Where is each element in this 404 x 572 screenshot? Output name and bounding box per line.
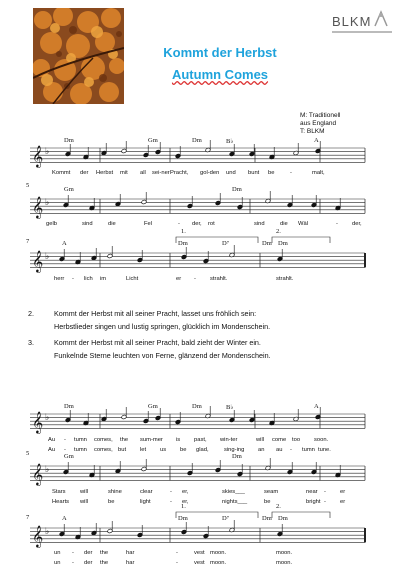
- chord: B♭: [226, 404, 234, 411]
- chord: A: [314, 137, 319, 144]
- lyric-syllable: der: [84, 550, 93, 556]
- chord: A: [314, 403, 319, 410]
- lyric-syllable: -: [194, 276, 196, 282]
- lyric-syllable: Stars: [52, 489, 66, 495]
- lyric-syllable: moon.: [210, 550, 227, 556]
- lyric-syllable: moon.: [210, 560, 227, 566]
- lyric-syllable: -: [178, 221, 180, 227]
- lyric-syllable: clear: [140, 489, 153, 495]
- lyric-syllable: -: [72, 276, 74, 282]
- lyric-syllable: der: [84, 560, 93, 566]
- lyric-syllable: Au: [48, 447, 56, 453]
- lyric-syllable: er,: [182, 499, 189, 505]
- credit-origin: aus England: [300, 120, 337, 127]
- lyric-syllable: har: [126, 550, 135, 556]
- lyric-syllable: soon.: [314, 437, 329, 443]
- lyric-syllable: bunt: [248, 170, 260, 176]
- lyric-syllable: bright: [306, 499, 321, 505]
- chord: D⁷: [222, 240, 229, 247]
- volta-label: 1.: [181, 503, 186, 510]
- lyric-syllable: strahlt.: [276, 276, 294, 282]
- lyric-syllable: die: [108, 221, 116, 227]
- flat-key-signature: ♭: [45, 464, 50, 474]
- chord: Dm: [64, 403, 74, 410]
- volta-bracket: [176, 512, 258, 518]
- chord: Dm: [192, 137, 202, 144]
- treble-clef-icon: 𝄞: [32, 464, 44, 486]
- lyric-syllable: -: [72, 560, 74, 566]
- staff: [30, 191, 365, 220]
- treble-clef-icon: 𝄞: [32, 412, 44, 434]
- lyric-syllable: Fel: [144, 221, 153, 227]
- lyric-syllable: un: [54, 560, 61, 566]
- treble-clef-icon: 𝄞: [32, 197, 44, 219]
- lyric-syllable: will: [80, 499, 89, 505]
- lyric-syllable: rot: [208, 221, 215, 227]
- lyric-syllable: -: [324, 489, 326, 495]
- treble-clef-icon: 𝄞: [32, 146, 44, 168]
- verse-number: 3.: [28, 338, 34, 347]
- lyric-syllable: tune.: [318, 447, 331, 453]
- lyric-syllable: strahlt.: [210, 276, 228, 282]
- volta-label: 1.: [181, 228, 186, 235]
- chord: Dm: [232, 186, 242, 193]
- lyric-syllable: der,: [192, 221, 202, 227]
- verse-line: Kommt der Herbst mit all seiner Pracht, lasset uns fröhlich sein:: [54, 309, 257, 318]
- lyric-syllable: will: [256, 437, 265, 443]
- lyric-syllable: malt,: [312, 170, 325, 176]
- chord: Dm: [192, 403, 202, 410]
- lyric-syllable: die: [280, 221, 288, 227]
- lyric-syllable: be: [264, 499, 271, 505]
- lyric-syllable: too: [292, 437, 301, 443]
- lyric-syllable: lich: [84, 276, 93, 282]
- flat-key-signature: ♭: [45, 526, 50, 536]
- staff: [30, 245, 365, 274]
- chord: A: [62, 515, 67, 522]
- lyric-syllable: win-ter: [220, 437, 238, 443]
- lyric-syllable: Kommt: [52, 170, 71, 176]
- lyric-syllable: -: [324, 499, 326, 505]
- lyric-syllable: comes,: [94, 437, 113, 443]
- lyric-syllable: un: [54, 550, 61, 556]
- lyric-syllable: sei-ner: [152, 170, 170, 176]
- chord: Dm: [278, 515, 288, 522]
- lyric-syllable: comes,: [94, 447, 113, 453]
- lyric-syllable: und: [226, 170, 236, 176]
- volta-label: 2.: [276, 228, 281, 235]
- lyric-syllable: come: [272, 437, 287, 443]
- verse-line: Kommt der Herbst mit all seiner Pracht, bald zieht der Winter ein.: [54, 338, 261, 347]
- title-german: Kommt der Herbst: [163, 45, 277, 60]
- lyric-syllable: nights___: [222, 499, 248, 505]
- chord: Dm: [232, 453, 242, 460]
- lyric-syllable: all: [140, 170, 146, 176]
- volta-bracket: [176, 237, 258, 243]
- credit-text: T: BLKM: [300, 128, 325, 135]
- chord: Dm: [64, 137, 74, 144]
- lyric-syllable: shine: [108, 489, 122, 495]
- chord: Gm: [148, 137, 158, 144]
- lyric-syllable: will: [80, 489, 89, 495]
- lyric-syllable: der,: [352, 221, 362, 227]
- chord: A: [62, 240, 67, 247]
- lyric-syllable: but: [118, 447, 127, 453]
- lyric-syllable: er,: [182, 489, 189, 495]
- lyric-syllable: er: [176, 276, 182, 282]
- logo-text: BLKM: [332, 14, 372, 29]
- lyric-syllable: be: [108, 499, 115, 505]
- lyric-syllable: the: [120, 437, 129, 443]
- lyric-syllable: be: [268, 170, 275, 176]
- lyric-syllable: gol-den: [200, 170, 220, 176]
- lyric-syllable: -: [176, 560, 178, 566]
- chord: Dm: [178, 515, 188, 522]
- staff: [30, 140, 365, 169]
- chord: Dm: [178, 240, 188, 247]
- chord: Dm: [278, 240, 288, 247]
- title-english-text: Autumn Comes: [171, 67, 269, 82]
- lyric-syllable: har: [126, 560, 135, 566]
- lyric-syllable: sind: [82, 221, 93, 227]
- lyric-syllable: be: [180, 447, 187, 453]
- lyric-syllable: moon.: [276, 550, 293, 556]
- lyric-syllable: -: [290, 170, 292, 176]
- lyric-syllable: Pracht,: [170, 170, 189, 176]
- chord: Gm: [64, 453, 74, 460]
- chord: Gm: [64, 186, 74, 193]
- lyric-syllable: -: [336, 221, 338, 227]
- staff: [30, 406, 365, 435]
- lyric-syllable: Au: [48, 437, 56, 443]
- lyric-syllable: Licht: [126, 276, 139, 282]
- lyric-syllable: Wäl: [298, 221, 308, 227]
- staff: [30, 458, 365, 487]
- measure-number: 5: [26, 182, 30, 189]
- lyric-syllable: gelb: [46, 221, 57, 227]
- lyric-syllable: glad,: [196, 447, 209, 453]
- lyric-syllable: skies___: [222, 489, 245, 495]
- verse-line: Funkelnde Sterne leuchten von Ferne, glänzend der Mondenschein.: [54, 351, 271, 360]
- lyric-syllable: -: [72, 550, 74, 556]
- verse-3: [28, 337, 388, 361]
- chord: Dm: [262, 515, 272, 522]
- lyric-syllable: sing-ing: [224, 447, 245, 453]
- lyric-syllable: tumn: [302, 447, 315, 453]
- lyric-syllable: -: [290, 447, 292, 453]
- verse-line: Herbstlieder singen und lustig springen, glücklich im Mondenschein.: [54, 322, 271, 331]
- verse-2: [28, 308, 388, 332]
- lyric-syllable: tumn: [74, 437, 87, 443]
- lyric-syllable: -: [64, 447, 66, 453]
- staff: [30, 520, 365, 549]
- measure-number: 5: [26, 450, 30, 457]
- measure-number: 7: [26, 514, 30, 521]
- lyric-syllable: mit: [120, 170, 128, 176]
- lyric-syllable: der: [80, 170, 89, 176]
- lyric-syllable: sind: [254, 221, 265, 227]
- volta-label: 2.: [276, 503, 281, 510]
- lyric-syllable: seam: [264, 489, 279, 495]
- flat-key-signature: ♭: [45, 197, 50, 207]
- lyric-syllable: Herbst: [96, 170, 114, 176]
- flat-key-signature: ♭: [45, 412, 50, 422]
- lyric-syllable: Hearts: [52, 499, 70, 505]
- lyric-syllable: near: [306, 489, 318, 495]
- chord: Dm: [262, 240, 272, 247]
- lyric-syllable: -: [176, 550, 178, 556]
- verse-number: 2.: [28, 309, 34, 318]
- lyric-syllable: vest: [194, 550, 205, 556]
- chord: B♭: [226, 138, 234, 145]
- lyric-syllable: er: [340, 499, 346, 505]
- treble-clef-icon: 𝄞: [32, 526, 44, 548]
- credit-melody: M: Traditionell: [300, 112, 341, 119]
- flat-key-signature: ♭: [45, 146, 50, 156]
- lyric-syllable: -: [170, 499, 172, 505]
- chord: Gm: [148, 403, 158, 410]
- lyric-syllable: im: [100, 276, 107, 282]
- lyric-syllable: moon.: [276, 560, 293, 566]
- measure-number: 7: [26, 238, 30, 245]
- flat-key-signature: ♭: [45, 251, 50, 261]
- lyric-syllable: tumn: [74, 447, 87, 453]
- lyric-syllable: herr: [54, 276, 65, 282]
- lyric-syllable: us: [160, 447, 167, 453]
- chord: D⁷: [222, 515, 229, 522]
- lyric-syllable: the: [100, 550, 109, 556]
- lyric-syllable: is: [176, 437, 181, 443]
- lyric-syllable: the: [100, 560, 109, 566]
- lyric-syllable: let: [140, 447, 147, 453]
- lyric-syllable: vest: [194, 560, 205, 566]
- lyric-syllable: light: [140, 499, 151, 505]
- lyric-syllable: -: [170, 489, 172, 495]
- treble-clef-icon: 𝄞: [32, 251, 44, 273]
- lyric-syllable: an: [258, 447, 265, 453]
- lyric-syllable: sum-mer: [140, 437, 163, 443]
- lyric-syllable: er: [340, 489, 346, 495]
- lyric-syllable: past,: [194, 437, 207, 443]
- lyric-syllable: au: [276, 447, 283, 453]
- lyric-syllable: -: [64, 437, 66, 443]
